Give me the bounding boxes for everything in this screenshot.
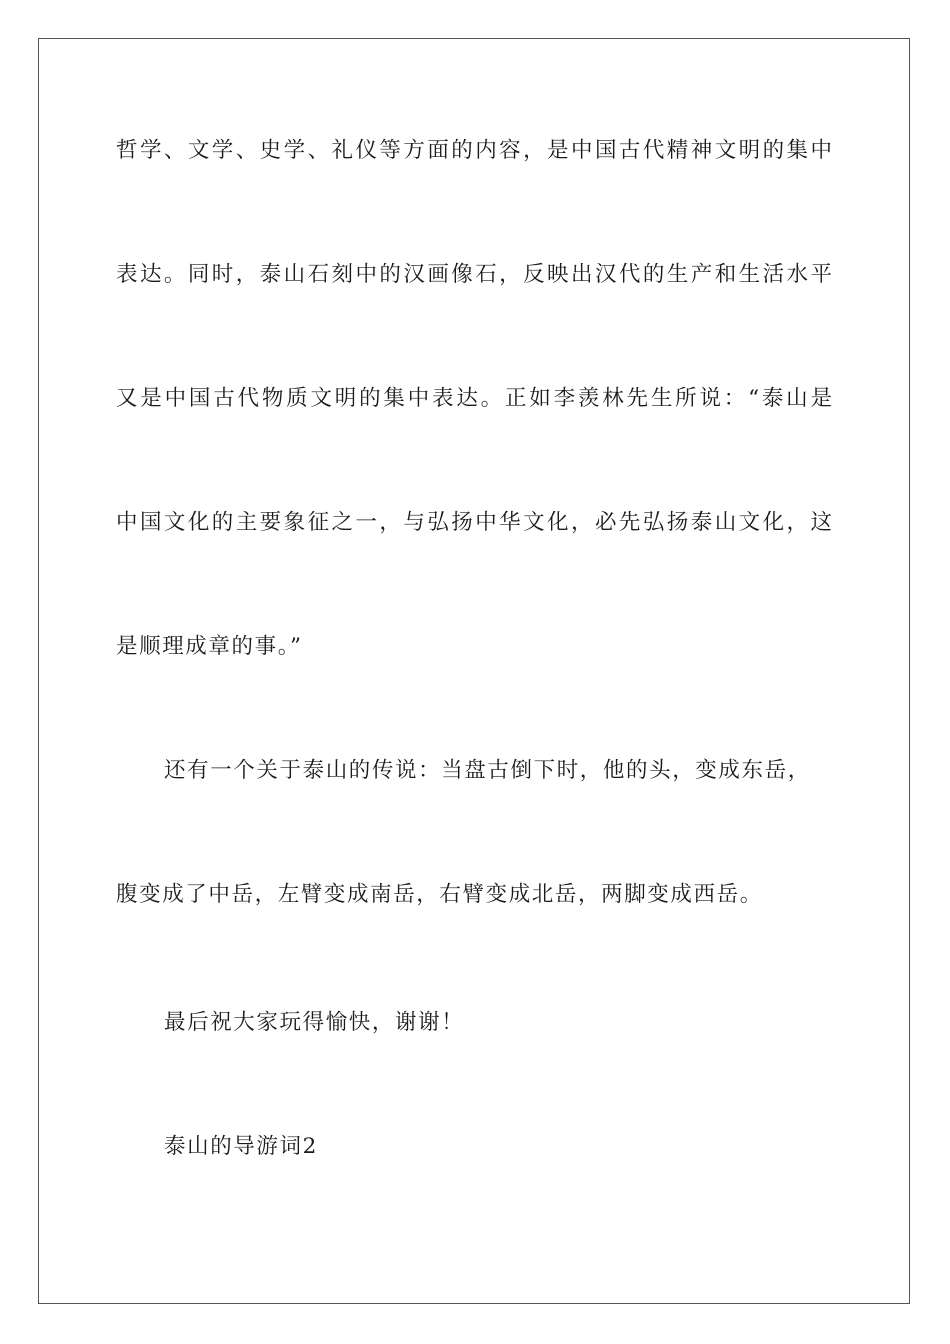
text-line-7: 腹变成了中岳，左臂变成南岳，右臂变成北岳，两脚变成西岳。 xyxy=(116,882,763,907)
text-line-4: 中国文化的主要象征之一，与弘扬中华文化，必先弘扬泰山文化，这 xyxy=(116,510,832,535)
text-line-2: 表达。同时，泰山石刻中的汉画像石，反映出汉代的生产和生活水平 xyxy=(116,262,832,287)
text-line-3: 又是中国古代物质文明的集中表达。正如李羡林先生所说：“泰山是 xyxy=(116,386,832,411)
text-line-6: 还有一个关于泰山的传说：当盘古倒下时，他的头，变成东岳， xyxy=(164,758,811,783)
text-line-1: 哲学、文学、史学、礼仪等方面的内容，是中国古代精神文明的集中 xyxy=(116,138,832,163)
page-frame xyxy=(38,38,910,1304)
text-line-5: 是顺理成章的事。” xyxy=(116,634,303,659)
section-heading: 泰山的导游词2 xyxy=(164,1134,318,1159)
text-line-8: 最后祝大家玩得愉快，谢谢！ xyxy=(164,1010,465,1035)
